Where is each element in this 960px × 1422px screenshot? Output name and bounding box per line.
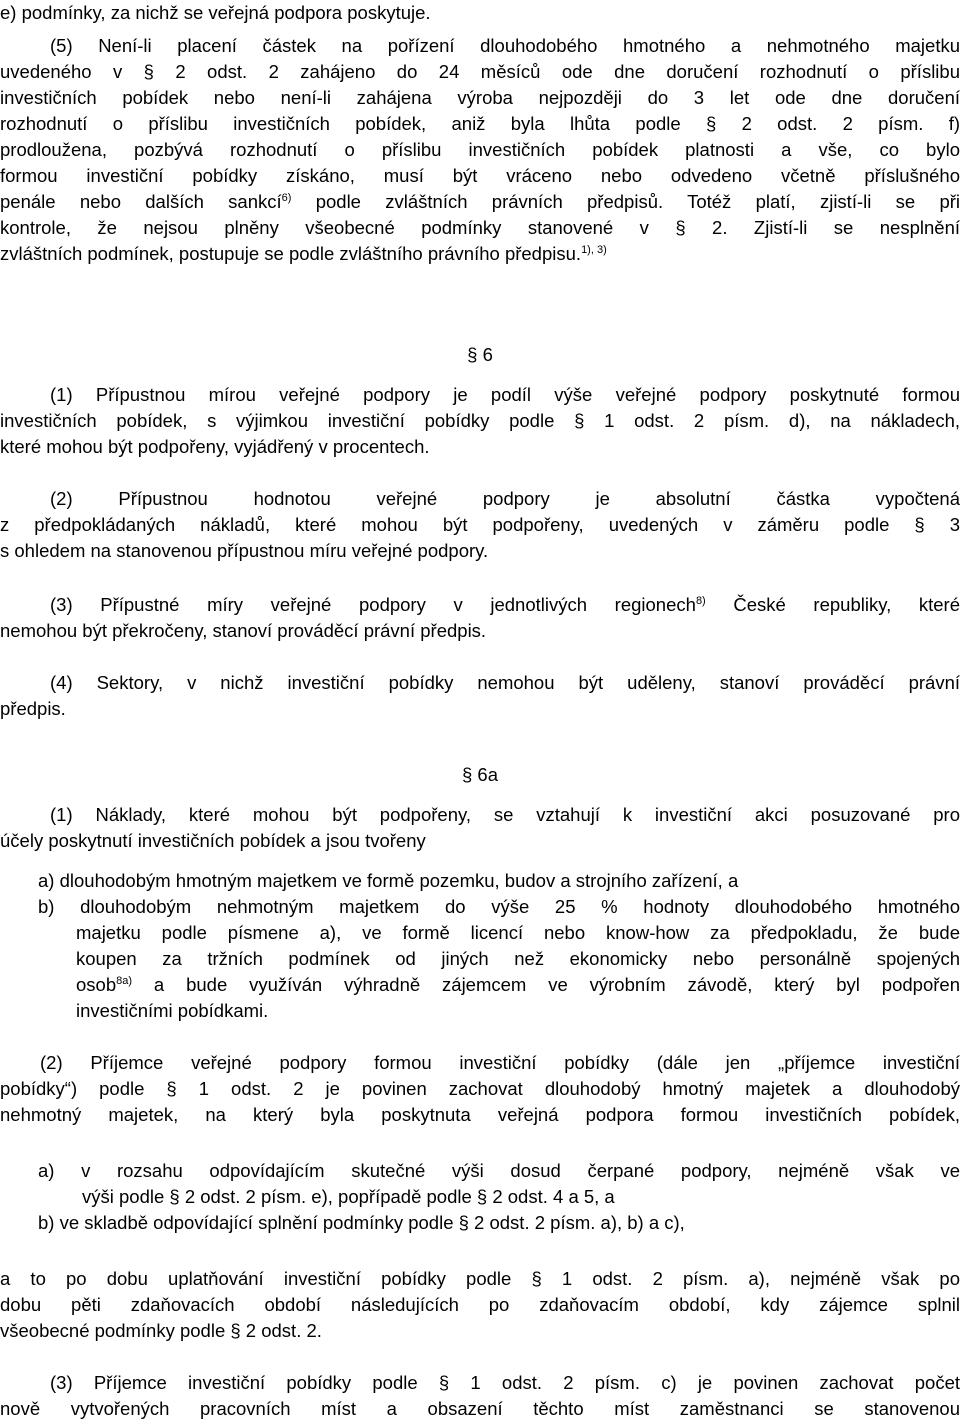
text-line: nemohou být překročeny, stanoví prováděcí právní předpis. <box>0 620 487 641</box>
list-item: a) dlouhodobým hmotným majetkem ve formě pozemku, budov a strojního zařízení, a <box>38 870 739 891</box>
section-heading: § 6 <box>467 344 493 365</box>
text-line: předpis. <box>0 698 66 719</box>
text-line: (5) Není-li placení částek na pořízení dlouhodobého hmotného a nehmotného majetku <box>50 35 960 56</box>
text-line <box>0 189 960 215</box>
section-heading: § 6a <box>461 764 498 785</box>
text-line: majetku podle písmene a), ve formě licencí nebo know-how za předpokladu, že bude <box>76 922 960 943</box>
footnote-ref: 1), 3) <box>581 244 607 256</box>
text-line: investičními pobídkami. <box>76 1000 269 1021</box>
text-line: koupen za tržních podmínek od jiných než ekonomicky nebo personálně spojených <box>76 948 960 969</box>
text-line: dobu pěti zdaňovacích období následujících po zdaňovacím období, kdy zájemce splnil <box>0 1294 960 1315</box>
text-line: investičních pobídek nebo není-li zahájena výroba nejpozději do 3 let ode dne doručení <box>0 87 960 108</box>
text-line: nehmotný majetek, na který byla poskytnuta veřejná podpora formou investičních pobídek, <box>0 1104 960 1125</box>
text-span: (3) Přípustné míry veřejné podpory v jednotlivých regionech <box>50 594 696 615</box>
text-span: zvláštních podmínek, postupuje se podle zvláštního právního předpisu. <box>0 243 582 264</box>
text-line: nově vytvořených pracovních míst a obsazení těchto míst zaměstnanci se stanovenou <box>0 1398 960 1419</box>
text-line: pobídky“) podle § 1 odst. 2 je povinen zachovat dlouhodobý hmotný majetek a dlouhodobý <box>0 1078 960 1099</box>
text-line: z předpokládaných nákladů, které mohou být podpořeny, uvedených v záměru podle § 3 <box>0 514 960 535</box>
text-line: (2) Příjemce veřejné podpory formou investiční pobídky (dále jen „příjemce investiční <box>40 1052 960 1073</box>
text-line: výši podle § 2 odst. 2 písm. e), popřípadě podle § 2 odst. 4 a 5, a <box>82 1186 615 1207</box>
text-line: e) podmínky, za nichž se veřejná podpora poskytuje. <box>0 2 431 23</box>
list-item: a) v rozsahu odpovídajícím skutečné výši dosud čerpané podpory, nejméně však ve <box>38 1160 960 1181</box>
text-line <box>50 592 960 618</box>
text-line: které mohou být podpořeny, vyjádřený v procentech. <box>0 436 430 457</box>
text-span: a bude využíván výhradně zájemcem ve výrobním závodě, který byl podpořen <box>132 974 960 995</box>
text-line: uvedeného v § 2 odst. 2 zahájeno do 24 měsíců ode dne doručení rozhodnutí o příslibu <box>0 61 960 82</box>
text-line: všeobecné podmínky podle § 2 odst. 2. <box>0 1320 322 1341</box>
text-line: a to po dobu uplatňování investiční pobídky podle § 1 odst. 2 písm. a), nejméně však po <box>0 1268 960 1289</box>
text-line: (1) Náklady, které mohou být podpořeny, se vztahují k investiční akci posuzované pro <box>50 804 960 825</box>
text-line: (3) Příjemce investiční pobídky podle § 1 odst. 2 písm. c) je povinen zachovat počet <box>50 1372 960 1393</box>
footnote-ref: 6) <box>281 192 292 204</box>
text-line: (4) Sektory, v nichž investiční pobídky nemohou být uděleny, stanoví prováděcí právní <box>50 672 960 693</box>
list-item: b) ve skladbě odpovídající splnění podmínky podle § 2 odst. 2 písm. a), b) a c), <box>38 1212 685 1233</box>
text-line: kontrole, že nejsou plněny všeobecné podmínky stanovené v § 2. Zjistí-li se nesplnění <box>0 217 960 238</box>
text-line: formou investiční pobídky získáno, musí být vráceno nebo odvedeno včetně příslušného <box>0 165 960 186</box>
text-span: osob <box>76 974 117 995</box>
footnote-ref: 8a) <box>116 975 133 987</box>
text-line: prodloužena, pozbývá rozhodnutí o příslibu investičních pobídek platnosti a vše, co bylo <box>0 139 960 160</box>
text-line: rozhodnutí o příslibu investičních pobídek, aniž byla lhůta podle § 2 odst. 2 písm. f) <box>0 113 960 134</box>
text-line <box>76 972 960 998</box>
list-item: b) dlouhodobým nehmotným majetkem do výše 25 % hodnoty dlouhodobého hmotného <box>38 896 960 917</box>
text-line <box>0 241 960 267</box>
footnote-ref: 8) <box>695 595 706 607</box>
text-line: s ohledem na stanovenou přípustnou míru veřejné podpory. <box>0 540 489 561</box>
text-line: (2) Přípustnou hodnotou veřejné podpory je absolutní částka vypočtená <box>50 488 960 509</box>
text-line: (1) Přípustnou mírou veřejné podpory je podíl výše veřejné podpory poskytnuté formou <box>50 384 960 405</box>
text-span: České republiky, které <box>705 594 960 615</box>
text-span: podle zvláštních právních předpisů. Totéž platí, zjistí-li se při <box>291 191 960 212</box>
text-span: penále nebo dalších sankcí <box>0 191 282 212</box>
text-line: investičních pobídek, s výjimkou investiční pobídky podle § 1 odst. 2 písm. d), na nákladech, <box>0 410 960 431</box>
text-line: účely poskytnutí investičních pobídek a jsou tvořeny <box>0 830 426 851</box>
